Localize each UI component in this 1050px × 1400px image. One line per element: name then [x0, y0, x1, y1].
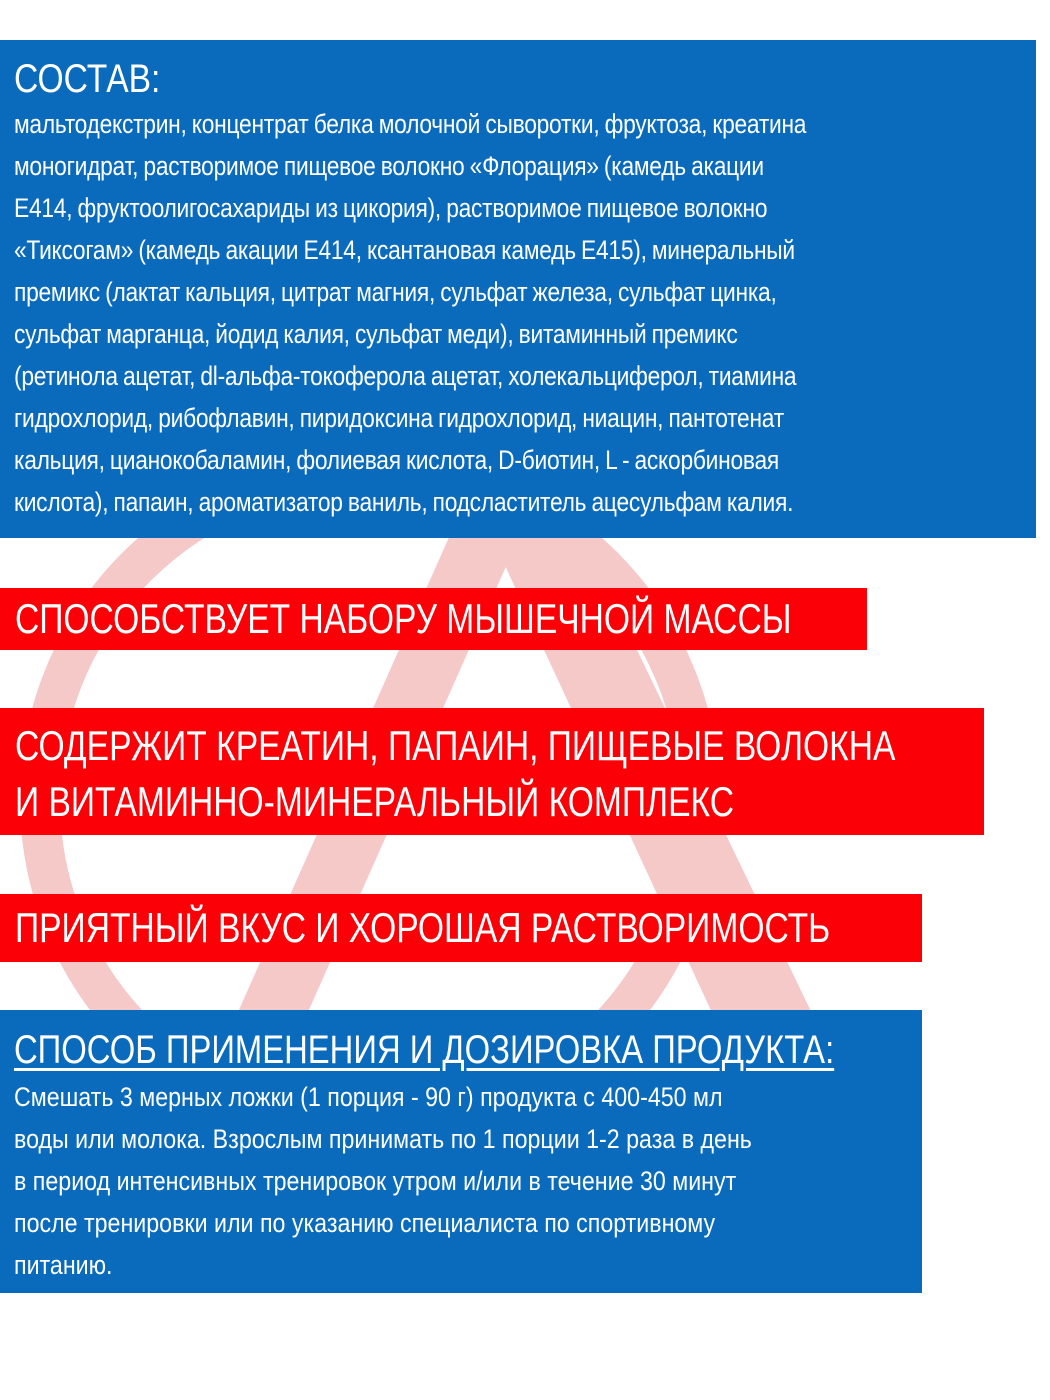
- usage-line: в период интенсивных тренировок утром и/или в течение 30 минут: [14, 1166, 737, 1196]
- composition-line: гидрохлорид, рибофлавин, пиридоксина гидрохлорид, ниацин, пантотенат: [14, 403, 784, 433]
- composition-line: моногидрат, растворимое пищевое волокно «Флорация» (камедь акации: [14, 151, 764, 181]
- ingredients-badge-line: СОДЕРЖИТ КРЕАТИН, ПАПАИН, ПИЩЕВЫЕ ВОЛОКНА: [15, 722, 896, 769]
- muscle-mass-badge: [0, 588, 867, 650]
- usage-line: Смешать 3 мерных ложки (1 порция - 90 г) продукта с 400-450 мл: [14, 1082, 723, 1112]
- composition-line: (ретинола ацетат, dl-альфа-токоферола ацетат, холекальциферол, тиамина: [14, 361, 797, 391]
- muscle-mass-badge-text: СПОСОБСТВУЕТ НАБОРУ МЫШЕЧНОЙ МАССЫ: [15, 595, 792, 642]
- ingredients-badge: [0, 708, 984, 835]
- composition-text: [14, 103, 1022, 523]
- composition-line: премикс (лактат кальция, цитрат магния, сульфат железа, сульфат цинка,: [14, 277, 777, 307]
- usage-line: воды или молока. Взрослым принимать по 1 порции 1-2 раза в день: [14, 1124, 752, 1154]
- composition-line: Е414, фруктоолигосахариды из цикория), растворимое пищевое волокно: [14, 193, 768, 223]
- taste-badge-text: ПРИЯТНЫЙ ВКУС И ХОРОШАЯ РАСТВОРИМОСТЬ: [15, 904, 831, 951]
- usage-line: питанию.: [14, 1250, 113, 1280]
- usage-text: [14, 1076, 908, 1286]
- composition-line: кальция, цианокобаламин, фолиевая кислота, D-биотин, L - аскорбиновая: [14, 445, 779, 475]
- composition-heading: СОСТАВ:: [14, 57, 161, 101]
- composition-line: сульфат марганца, йодид калия, сульфат меди), витаминный премикс: [14, 319, 738, 349]
- usage-panel: [0, 1010, 922, 1293]
- ingredients-badge-line: И ВИТАМИННО-МИНЕРАЛЬНЫЙ КОМПЛЕКС: [15, 778, 734, 825]
- composition-line: мальтодекстрин, концентрат белка молочной сыворотки, фруктоза, креатина: [14, 109, 807, 139]
- usage-heading: СПОСОБ ПРИМЕНЕНИЯ И ДОЗИРОВКА ПРОДУКТА:: [14, 1028, 835, 1072]
- taste-badge: [0, 894, 922, 962]
- composition-panel: [0, 40, 1036, 538]
- composition-line: «Тиксогам» (камедь акации Е414, ксантановая камедь Е415), минеральный: [14, 235, 795, 265]
- usage-line: после тренировки или по указанию специалиста по спортивному: [14, 1208, 716, 1238]
- composition-line: кислота), папаин, ароматизатор ваниль, подсластитель ацесульфам калия.: [14, 487, 794, 517]
